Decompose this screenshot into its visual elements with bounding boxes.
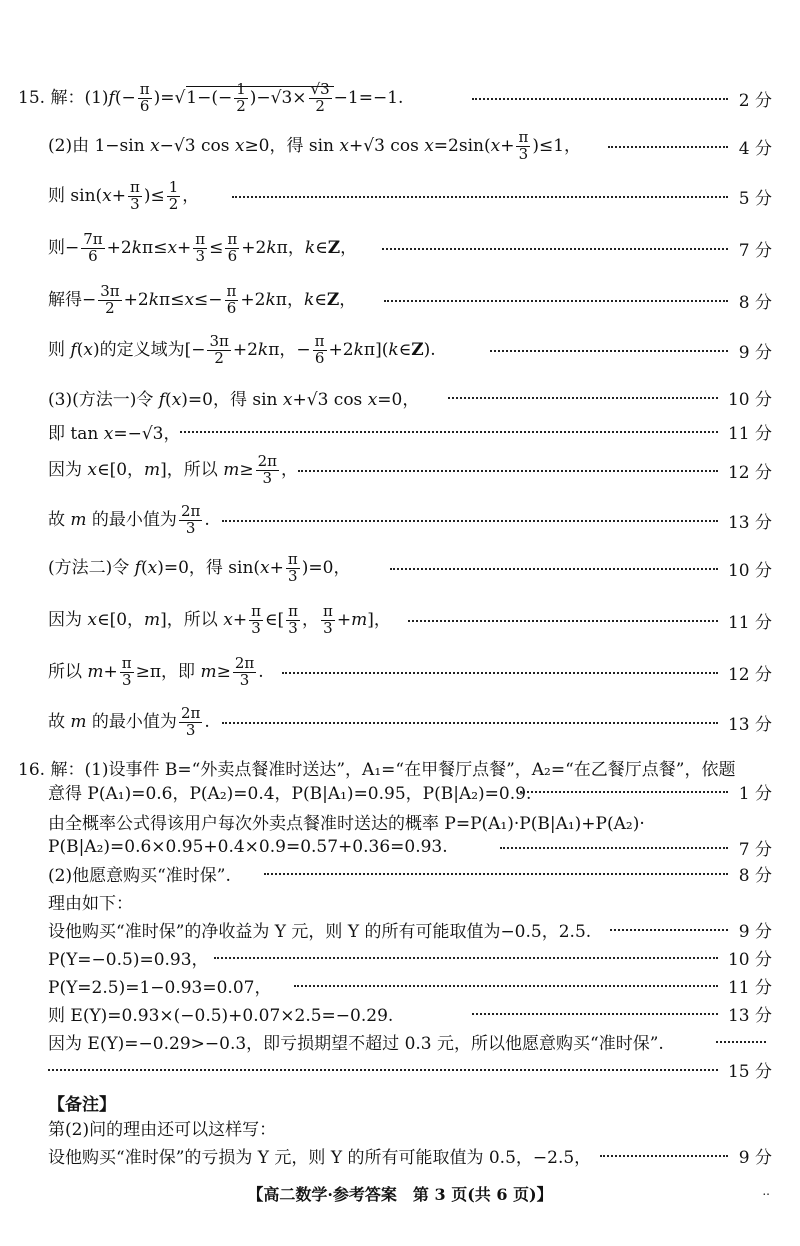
score-label: 10 分 [727,560,772,581]
answer-line [0,330,800,370]
answer-text: 则 sin(x+ $\frac{\pi}{3}$ )≤ $\frac{1}{2}$ ， [48,177,200,213]
score-label: 9 分 [738,921,772,942]
leader-dots [472,1013,718,1015]
answer-text: P(Y=−0.5)=0.93， [48,949,209,970]
score-label: 13 分 [727,512,772,533]
answer-line [0,228,800,268]
score-label: 8 分 [738,865,772,886]
answer-text: 则− $\frac{7\pi}{6}$ +2kπ≤x+ $\frac{\pi}{3}$ ≤ $\frac{\pi}{6}$ +2kπ，k∈Z， [48,229,358,265]
answer-text: 故 m 的最小值为 $\frac{2\pi}{3}$ . [48,703,210,739]
answer-text: 所以 m+ $\frac{\pi}{3}$ ≥π，即 m≥ $\frac{2\pi}{3}$ . [48,653,264,689]
answer-text: 因为 x∈[0，m]，所以 m≥ $\frac{2\pi}{3}$ ， [48,451,298,487]
leader-dots [608,146,728,148]
answer-text: (3)(方法一)令 f(x)=0，得 sin x+√3 cos x=0， [48,389,420,410]
score-label: 5 分 [738,188,772,209]
answer-line [0,78,800,118]
score-label: 13 分 [727,1005,772,1026]
score-label: 9 分 [738,342,772,363]
corner-mark: .. [762,1184,770,1198]
leader-dots [232,196,728,198]
answer-line [0,1138,800,1172]
answer-text: (方法二)令 f(x)=0，得 sin(x+ $\frac{\pi}{3}$ )=0， [48,549,351,585]
answer-line [0,548,800,588]
leader-dots [222,520,718,522]
answer-line [0,1052,800,1086]
leader-dots [408,620,718,622]
leader-dots [282,672,718,674]
leader-dots [610,929,728,931]
leader-dots [472,98,728,100]
answer-text: 因为 x∈[0，m]，所以 x+ $\frac{\pi}{3}$ ∈[ $\frac{\pi}{3}$ ， $\frac{\pi}{3}$ +m]， [48,601,391,637]
leader-dots [180,431,718,433]
answer-line [0,126,800,166]
answer-text: P(B|A₂)=0.6×0.95+0.4×0.9=0.57+0.36=0.93. [48,837,448,857]
leader-dots [48,1069,718,1071]
page-footer: 【高二数学·参考答案 第 3 页(共 6 页)】 [247,1185,553,1204]
answer-text: 第(2)问的理由还可以这样写： [48,1119,277,1140]
answer-text: 故 m 的最小值为 $\frac{2\pi}{3}$ . [48,501,210,537]
leader-dots [384,300,728,302]
score-label: 13 分 [727,714,772,735]
answer-text: P(Y=2.5)=1−0.93=0.07， [48,977,272,998]
score-label: 11 分 [727,977,772,998]
answer-text: 因为 E(Y)=−0.29>−0.3，即亏损期望不超过 0.3 元，所以他愿意购买“准时保”. [48,1033,664,1054]
answer-text: 由全概率公式得该用户每次外卖点餐准时送达的概率 P=P(A₁)·P(B|A₁)+P(A₂)· [48,813,645,834]
answer-line [0,280,800,320]
answer-line [0,380,800,414]
leader-dots [294,985,718,987]
answer-text: 解得− $\frac{3\pi}{2}$ +2kπ≤x≤− $\frac{\pi}{6}$ +2kπ，k∈Z， [48,281,357,317]
score-label: 7 分 [738,839,772,860]
score-label: 2 分 [738,90,772,111]
answer-line [0,774,800,808]
leader-dots [500,847,728,849]
score-label: 8 分 [738,292,772,313]
score-label: 12 分 [727,462,772,483]
answer-text: 意得 P(A₁)=0.6，P(A₂)=0.4，P(B|A₁)=0.95，P(B|A₂)=0.9. [48,783,532,804]
answer-text: 设他购买“准时保”的亏损为 Y 元，则 Y 的所有可能取值为 0.5，−2.5， [48,1147,592,1168]
leader-dots [264,873,728,875]
answer-text: 即 tan x=−√3， [48,423,181,444]
leader-dots [390,568,718,570]
leader-dots [520,791,728,793]
score-label: 11 分 [727,423,772,444]
note-heading: 【备注】 [48,1095,116,1115]
score-label: 11 分 [727,612,772,633]
score-label: 12 分 [727,664,772,685]
leader-dots [222,722,718,724]
leader-dots [382,248,728,250]
answer-line [0,450,800,490]
answer-line [0,176,800,216]
answer-text: 理由如下： [48,893,133,914]
score-label: 7 分 [738,240,772,261]
answer-text: 则 E(Y)=0.93×(−0.5)+0.07×2.5=−0.29. [48,1005,394,1026]
score-label: 1 分 [738,783,772,804]
answer-text: (2)他愿意购买“准时保”. [48,865,231,886]
answer-line [0,414,800,448]
score-label: 4 分 [738,138,772,159]
answer-text: (2)由 1−sin x−√3 cos x≥0，得 sin x+√3 cos x=2sin(x+ $\frac{\pi}{3}$ )≤1， [48,127,582,163]
answer-text: 16. 解：(1)设事件 B=“外卖点餐准时送达”，A₁=“在甲餐厅点餐”，A₂=“在乙餐厅点餐”，依题 [18,759,736,780]
answer-text: 则 f(x)的定义域为[− $\frac{3\pi}{2}$ +2kπ，− $\frac{\pi}{6}$ +2kπ](k∈Z). [48,331,436,367]
answer-line [0,600,800,640]
leader-dots [490,350,728,352]
score-label: 9 分 [738,1147,772,1168]
answer-line [0,702,800,742]
leader-dots [448,397,718,399]
leader-dots [214,957,718,959]
leader-dots [600,1155,728,1157]
score-label: 10 分 [727,389,772,410]
leader-dots [716,1041,766,1043]
leader-dots [298,470,718,472]
answer-line [0,500,800,540]
score-label: 10 分 [727,949,772,970]
answer-text: 设他购买“准时保”的净收益为 Y 元，则 Y 的所有可能取值为−0.5，2.5. [48,921,592,942]
answer-line [0,652,800,692]
score-label: 15 分 [727,1061,772,1082]
answer-text: 15. 解：(1)f(− $\frac{\pi}{6}$ )=√1−(− $\frac{1}{2}$ )−√3× $\frac{√3}{2}$ −1=−1. [18,79,404,115]
